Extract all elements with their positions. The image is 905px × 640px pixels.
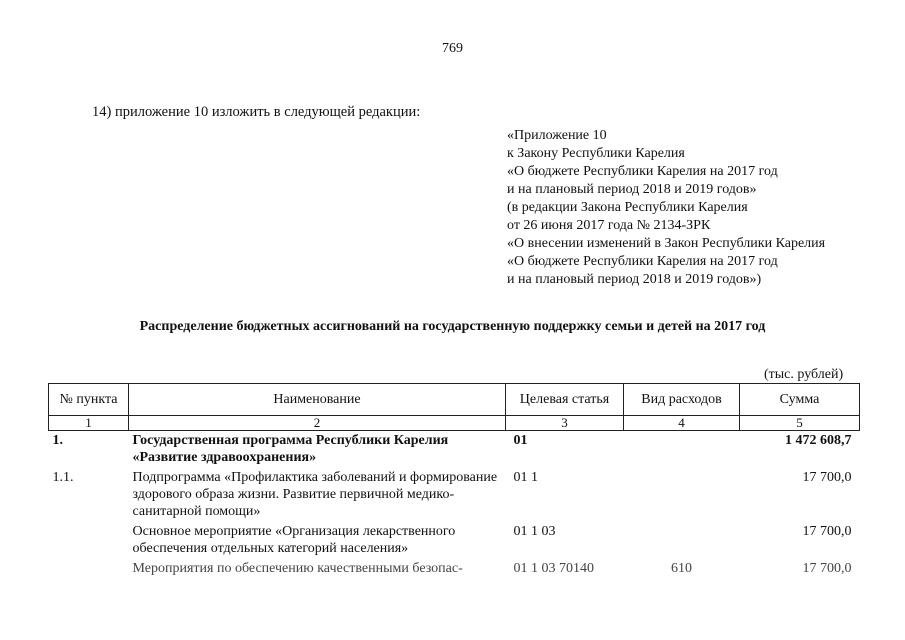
table-row [49,522,860,559]
annex-line: «О бюджете Республики Карелия на 2017 год [507,164,778,179]
row-expense-type: 610 [671,561,692,576]
row-target-article: 01 [513,433,528,448]
column-number: 2 [129,416,506,431]
row-number: 1.1. [52,470,74,485]
row-expense-type [624,431,740,469]
table-row [49,468,860,522]
table-title: Распределение бюджетных ассигнований на государственную поддержку семьи и детей на 2017 год [139,319,766,334]
row-name: Мероприятия по обеспечению качественными безопас- [132,561,463,576]
annex-line: к Закону Республики Карелия [507,146,685,161]
row-target-article: 01 1 [513,470,538,485]
column-number-row [49,416,860,431]
annex-line: от 26 июня 2017 года № 2134-ЗРК [507,218,711,233]
header-sum: Сумма [740,384,860,416]
header-expense-type: Вид расходов [624,384,740,416]
row-number: 1. [52,433,63,448]
annex-header [507,127,825,289]
row-number [49,559,129,579]
table-row [49,559,860,579]
budget-table [48,383,860,579]
row-expense-type [624,522,740,559]
column-number: 3 [506,416,624,431]
header-row [49,384,860,416]
column-number: 1 [49,416,129,431]
row-sum: 1 472 608,7 [785,433,852,448]
row-sum: 17 700,0 [802,561,852,576]
annex-line: «О бюджете Республики Карелия на 2017 год [507,254,778,269]
row-sum: 17 700,0 [802,524,852,539]
header-name: Наименование [129,384,506,416]
header-target-article: Целевая статья [506,384,624,416]
row-name: Основное мероприятие «Организация лекарственного обеспечения отдельных категорий населения» [132,524,456,556]
units-label: (тыс. рублей) [764,367,844,382]
header-item-number: № пункта [49,384,129,416]
annex-line: «О внесении изменений в Закон Республики Карелия [507,236,826,251]
row-expense-type [624,468,740,522]
row-target-article: 01 1 03 [513,524,556,539]
row-name: Подпрограмма «Профилактика заболеваний и формирование здорового образа жизни. Развитие первичной медико-санитарной помощи» [132,470,498,519]
annex-line: (в редакции Закона Республики Карелия [507,200,748,215]
row-name: Государственная программа Республики Карелия «Развитие здравоохранения» [132,433,449,465]
annex-line: и на плановый период 2018 и 2019 годов») [507,272,762,287]
row-sum: 17 700,0 [802,470,852,485]
row-number [49,522,129,559]
annex-line: и на плановый период 2018 и 2019 годов» [507,182,757,197]
page-number: 769 [442,41,463,56]
row-target-article: 01 1 03 70140 [513,561,594,576]
column-number: 5 [740,416,860,431]
column-number: 4 [624,416,740,431]
table-row [49,431,860,469]
annex-line: «Приложение 10 [507,128,607,143]
amendment-intro: 14) приложение 10 изложить в следующей редакции: [92,104,421,120]
